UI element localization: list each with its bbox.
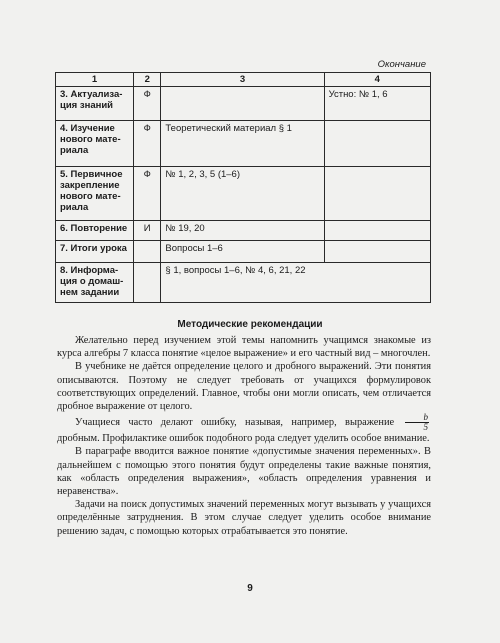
- content-cell: № 1, 2, 3, 5 (1–6): [161, 167, 324, 221]
- stage-cell: 6. Повторение: [56, 221, 134, 241]
- notes-cell: [324, 121, 430, 167]
- content-cell: § 1, вопросы 1–6, № 4, 6, 21, 22: [161, 263, 431, 303]
- table-row: [56, 241, 431, 263]
- fraction-denominator: 5: [423, 422, 428, 433]
- content-cell: [161, 87, 324, 121]
- notes-cell: [324, 241, 430, 263]
- section-title: Методические рекомендации: [177, 319, 323, 330]
- paragraph-text: дробным. Профилактике ошибок подобного рода следует уделить особое внимание.: [57, 433, 430, 445]
- stage-cell: 4. Изучение нового мате- риала: [56, 121, 134, 167]
- stage-cell: 8. Информа- ция о домаш- нем задании: [56, 263, 134, 303]
- paragraph: В параграфе вводится важное понятие «допустимые значения переменных». В дальнейшем с помощью этого понятия будут определены такие важные понятия, как «область определения выражения», «область определения уравнения и неравенства».: [57, 446, 431, 498]
- paragraph-text: Учащиеся часто делают ошибку, называя, например, выражение: [75, 417, 395, 429]
- notes-cell: Устно: № 1, 6: [324, 87, 430, 121]
- form-cell: Ф: [134, 167, 161, 221]
- table-row: [56, 221, 431, 241]
- table-row: [56, 263, 431, 303]
- paragraph: [57, 413, 431, 445]
- column-header-4: 4: [324, 73, 430, 87]
- form-cell: [134, 241, 161, 263]
- fraction: [405, 413, 430, 432]
- stage-cell: 7. Итоги урока: [56, 241, 134, 263]
- notes-cell: [324, 167, 430, 221]
- fraction-numerator: b: [405, 413, 430, 423]
- page-number: 9: [247, 583, 253, 594]
- notes-cell: [324, 221, 430, 241]
- column-header-1: 1: [56, 73, 134, 87]
- stage-cell: 5. Первичное закрепление нового мате- риала: [56, 167, 134, 221]
- content-cell: Теоретический материал § 1: [161, 121, 324, 167]
- form-cell: Ф: [134, 121, 161, 167]
- content-cell: Вопросы 1–6: [161, 241, 324, 263]
- content-cell: № 19, 20: [161, 221, 324, 241]
- table-row: [56, 121, 431, 167]
- column-header-2: 2: [134, 73, 161, 87]
- body-text: [57, 334, 431, 538]
- form-cell: [134, 263, 161, 303]
- column-header-3: 3: [161, 73, 324, 87]
- paragraph: Задачи на поиск допустимых значений переменных могут вызывать у учащихся определённые затруднения. В этом случае следует уделить особое внимание решению задач, с помощью которых отрабатывается это понятие.: [57, 499, 431, 537]
- stage-cell: 3. Актуализа- ция знаний: [56, 87, 134, 121]
- lesson-plan-table: [55, 72, 431, 303]
- continuation-label: Окончание: [377, 59, 426, 70]
- form-cell: Ф: [134, 87, 161, 121]
- table-header-row: [56, 73, 431, 87]
- paragraph: Желательно перед изучением этой темы напомнить учащимся знакомые из курса алгебры 7 класса понятие «целое выражение» и его частный вид – многочлен.: [57, 335, 431, 360]
- paragraph: В учебнике не даётся определение целого и дробного выражений. Эти понятия описываются. Поэтому не следует требовать от учащихся формулировок соответствующих определений. Главное, чтобы они могли описать, чем отличается дробное выражение от целого.: [57, 361, 431, 413]
- form-cell: И: [134, 221, 161, 241]
- table-row: [56, 167, 431, 221]
- table-row: [56, 87, 431, 121]
